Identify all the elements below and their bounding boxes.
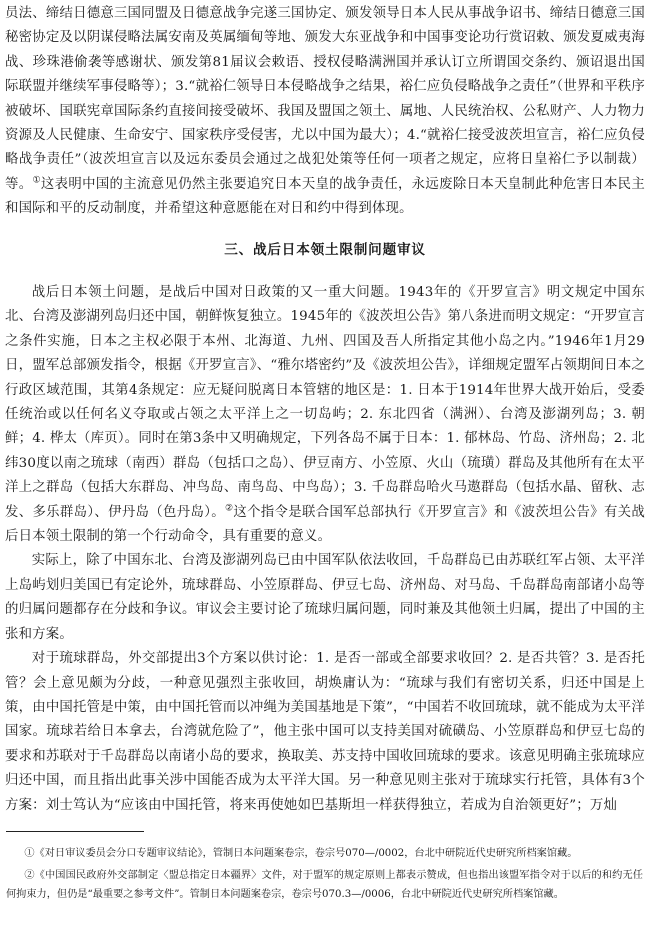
intro-paragraph-text: 员法、缔结日德意三国同盟及日德意战争完遂三国协定、颁发领导日本人民从事战争诏书、缔结日德意三国秘密协定及以阴谋侵略法属安南及英属缅甸等地、颁发大东亚战争和中国事变论功行赏诏敕、颁发夏威夷海战、珍珠港偷袭等感谢状、颁发第81届议会敕语、授权侵略满洲国并承认订立所谓国交条约、颁诏退出国际联盟并继续军事侵略等）；3.“就裕仁领导日本侵略战争之结果，裕仁应负侵略战争之责任”（世界和平秩序被破坏、国联宪章国际条约直接间接受破坏、我国及盟国之领土、属地、人民统治权、公私财产、人力物力资源及人民健康、生命安宁、国家秩序受侵害，尤以中国为最大）；4.“就裕仁接受波茨坦宣言，裕仁应负侵略战争责任”（波茨坦宣言以及远东委员会通过之战犯处策等任何一项者之规定，应将日皇裕仁予以制裁）等。 bbox=[5, 6, 645, 192]
footnote-marker-2[interactable]: ② bbox=[224, 503, 234, 514]
body-paragraph-territory-text: 战后日本领土问题，是战后中国对日政策的又一重大问题。1943年的《开罗宣言》明文规定中国东北、台湾及澎湖列岛归还中国，朝鲜恢复独立。1945年的《波茨坦公告》第八条进而明文规定：“开罗宣言之条件实施，日本之主权必限于本州、北海道、九州、四国及吾人所指定其他小岛之内。”1946年1月29日，盟军总部颁发指令，根据《开罗宣言》、“雅尔塔密约”及《波茨坦公告》，详细规定盟军占领期间日本之行政区域范围，其第4条规定：应无疑问脱离日本管辖的地区是：1. 日本于1914年世界大战开始后，受委任统治或以任何名义夺取或占领之太平洋上之一切岛屿；2. 东北四省（满洲）、台湾及澎湖列岛；3. 朝鲜；4. 桦太（库页）。同时在第3条中又明确规定，下列各岛不属于日本：1. 郁林岛、竹岛、济州岛；2. 北纬30度以南之琉球（南西）群岛（包括口之岛）、伊豆南方、小笠原、火山（琉璜）群岛及其他所有在太平洋上之群岛（包括大东群岛、冲鸟岛、南鸟岛、中鸟岛）；3. 千岛群岛哈火马遨群岛（包括水晶、留秋、志发、多乐群岛）、伊丹岛（色丹岛）。 bbox=[5, 285, 645, 520]
footnote-divider bbox=[6, 831, 144, 832]
body-paragraph-ryukyu: 对于琉球群岛，外交部提出3个方案以供讨论：1. 是否一部或全部要求收回？2. 是否共管？3. 是否托管？会上意见颇为分歧，一种意见强烈主张收回，胡焕庸认为：“琉球与我们有密切关系，归还中国是上策，由中国托管是中策，由中国托管而以冲绳为美国基地是下策”，“中国若不收回琉球，就不能成为太平洋国家。琉球若给日本拿去，台湾就危险了”，他主张中国可以支持美国对硫磺岛、小笠原群岛和伊豆七岛的要求和苏联对于千岛群岛以南诸小岛的要求，换取美、苏支持中国收回琉球的要求。该意见明确主张琉球应归还中国，而且指出此事关涉中国能否成为太平洋大国。另一种意见则主张对于琉球实行托管，具体有3个方案：刘士笃认为“应该由中国托管，将来再使她如巴基斯坦一样获得独立，若成为自治领更好”；万灿 bbox=[5, 651, 645, 813]
section-heading: 三、战后日本领土限制问题审议 bbox=[224, 242, 426, 258]
footnotes-section bbox=[6, 844, 643, 907]
footnote-marker-1[interactable]: ① bbox=[32, 175, 41, 186]
body-paragraph-disputes: 实际上，除了中国东北、台湾及澎湖列岛已由中国军队依法收回，千岛群岛已由苏联红军占领、太平洋上岛屿划归美国已有定论外，琉球群岛、小笠原群岛、伊豆七岛、济州岛、对马岛、千岛群岛南部诸小岛等的归属问题都存在分歧和争议。审议会主要讨论了琉球归属问题，同时兼及其他领土归属，提出了中国的主张和方案。 bbox=[5, 553, 645, 642]
body-paragraph-territory-tail: 这个指令是联合国军总部执行《开罗宣言》和《波茨坦公告》有关战后日本领土限制的第一个行动命令，具有重要的意义。 bbox=[5, 504, 645, 545]
intro-paragraph bbox=[5, 0, 645, 217]
body-paragraph-territory bbox=[5, 281, 645, 549]
section-body bbox=[5, 281, 645, 861]
footnote-2: ②《中国国民政府外交部制定〈盟总指定日本疆界〉文件，对于盟军的规定原则上都表示赞成，但也指出该盟军指令对于以后的和约无任何拘束力，但仍是“最重要之参考文件”。管制日本问题案卷宗，卷宗号070.3—/0006，台北中研院近代史研究所档案馆藏。 bbox=[6, 869, 643, 900]
intro-paragraph-tail: 这表明中国的主流意见仍然主张要追究日本天皇的战争责任，永远废除日本天皇制此种危害日本民主和国际和平的反动制度，并希望这种意愿能在对日和约中得到体现。 bbox=[5, 176, 645, 217]
footnote-1: ①《对日审议委员会分口专题审议结论》，管制日本问题案卷宗，卷宗号070—/0002，台北中研院近代史研究所档案馆藏。 bbox=[24, 848, 578, 859]
